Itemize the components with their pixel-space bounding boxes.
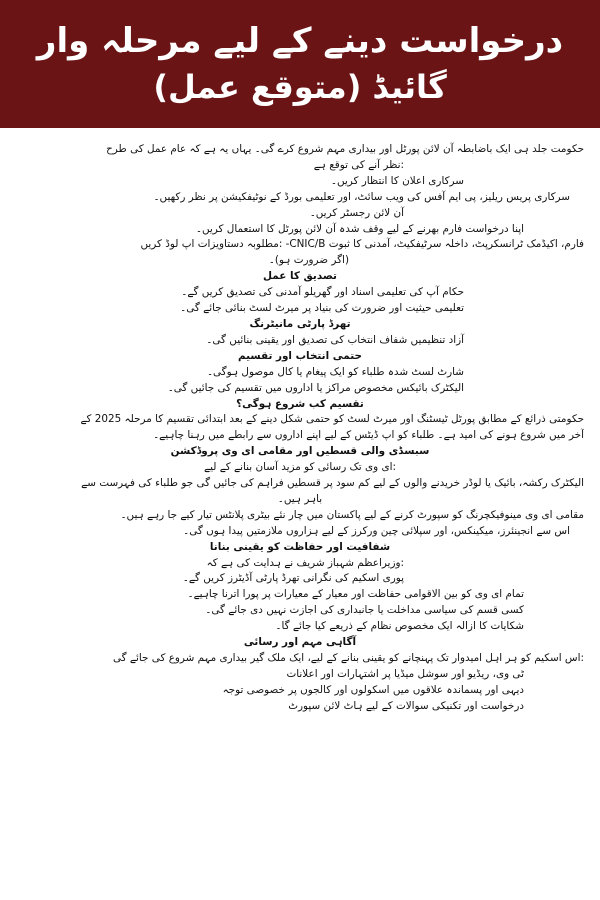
list-item-cont: باہر ہیں۔ <box>277 492 323 505</box>
article-body <box>0 128 600 900</box>
paragraph-text: حکومتی ذرائع کے مطابق پورٹل ٹیسٹنگ اور میرٹ لسٹ کو حتمی شکل دینے کے بعد ابتدائی تقسیم کا مرحلہ 2025 کے <box>80 413 584 426</box>
paragraph-text: آخر میں شروع ہونے کی امید ہے۔ طلباء کو اپ ڈیٹس کے لیے اپنے اداروں سے رابطے میں رہنا چاہیے۔ <box>153 429 584 442</box>
list-item: مقامی ای وی مینوفیکچرنگ کو سپورٹ کرنے کے لیے پاکستان میں چار نئے بیٹری پلانٹس تیار کیے جا رہے ہیں۔ <box>120 508 584 521</box>
section-heading: تقسیم کب شروع ہوگی؟ <box>236 397 364 410</box>
list-item: شکایات کا ازالہ ایک مخصوص نظام کے ذریعے کیا جائے گا۔ <box>275 620 524 633</box>
section-heading: تھرڈ پارٹی مانیٹرنگ <box>249 317 351 330</box>
paragraph-text: :ای وی تک رسائی کو مزید آسان بنانے کے لیے <box>204 461 396 474</box>
list-item: درخواست اور تکنیکی سوالات کے لیے ہاٹ لائن سپورٹ <box>288 699 524 712</box>
step-heading: آن لائن رجسٹر کریں۔ <box>309 206 404 219</box>
list-item: الیکٹرک بائیکس مخصوص مراکز یا اداروں میں تقسیم کی جائیں گی۔ <box>167 381 464 394</box>
list-item: حکام آپ کی تعلیمی اسناد اور گھریلو آمدنی کی تصدیق کریں گے۔ <box>181 286 464 299</box>
list-item: دیہی اور پسماندہ علاقوں میں اسکولوں اور کالجوں پر خصوصی توجہ <box>222 683 524 696</box>
list-item: تعلیمی حیثیت اور ضرورت کی بنیاد پر میرٹ لسٹ بنائی جائے گی۔ <box>180 302 464 315</box>
section-heading: آگاہی مہم اور رسائی <box>243 636 357 649</box>
page-title-line-2: گائیڈ (متوقع عمل) <box>153 68 447 106</box>
section-heading: حتمی انتخاب اور تقسیم <box>238 349 362 362</box>
step-detail: اپنا درخواست فارم بھرنے کے لیے وقف شدہ آن لائن پورٹل کا استعمال کریں۔ <box>195 222 524 235</box>
intro-text: حکومت جلد ہی ایک باضابطہ آن لائن پورٹل اور بیداری مہم شروع کرے گی۔ یہاں یہ ہے کہ عام عمل کی طرح <box>106 143 584 155</box>
section-heading: تصدیق کا عمل <box>263 270 337 283</box>
section-heading: شفافیت اور حفاظت کو یقینی بنانا <box>209 540 391 553</box>
list-item: پوری اسکیم کی نگرانی تھرڈ پارٹی آڈیٹرز کریں گے۔ <box>182 572 404 585</box>
list-item: الیکٹرک رکشہ، بائیک یا لوڈر خریدنے والوں کے لیے کم سود پر قسطیں فراہم کی جائیں گی جو طلباء کی فہرست سے <box>81 477 584 490</box>
step-detail: فارم، اکیڈمک ٹرانسکرپٹ، داخلہ سرٹیفکیٹ، آمدنی کا ثبوت CNIC/B- :مطلوبہ دستاویزات اپ لوڈ کریں <box>140 238 584 251</box>
list-item: تمام ای وی کو بین الاقوامی حفاظت اور معیار کے معیارات پر پورا اترنا چاہیے۔ <box>187 588 524 601</box>
section-heading: سبسڈی والی قسطیں اور مقامی ای وی پروڈکشن <box>170 445 430 458</box>
title-banner <box>0 0 600 128</box>
list-item: ٹی وی، ریڈیو اور سوشل میڈیا پر اشتہارات اور اعلانات <box>286 667 524 680</box>
list-item: شارٹ لسٹ شدہ طلباء کو ایک پیغام یا کال موصول ہوگی۔ <box>206 365 464 378</box>
list-item: آزاد تنظیمیں شفاف انتخاب کی تصدیق اور یقینی بنائیں گی۔ <box>206 333 464 346</box>
page-title-line-1: درخواست دینے کے لیے مرحلہ وار <box>36 21 564 61</box>
list-item: اس سے انجینئرز، میکینکس، اور سپلائی چین ورکرز کے لیے ہزاروں ملازمتیں پیدا ہوں گی۔ <box>183 524 570 537</box>
step-heading: سرکاری اعلان کا انتظار کریں۔ <box>330 174 464 187</box>
step-detail: سرکاری پریس ریلیز، پی ایم آفس کی ویب سائٹ، اور تعلیمی بورڈ کے نوٹیفکیشن پر نظر رکھیں۔ <box>153 190 570 203</box>
intro-text-cont: :نظر آنے کی توقع ہے <box>313 158 404 171</box>
paragraph-text: :وزیراعظم شہباز شریف نے ہدایت کی ہے کہ <box>206 556 404 569</box>
list-item: کسی قسم کی سیاسی مداخلت یا جانبداری کی اجازت نہیں دی جائے گی۔ <box>205 604 524 617</box>
paragraph-text: :اس اسکیم کو ہر اہل امیدوار تک پہنچانے کو یقینی بنانے کے لیے، ایک ملک گیر بیداری مہم شروع کی جائے گی <box>113 652 584 664</box>
step-detail-cont: (اگر ضرورت ہو)۔ <box>268 254 349 267</box>
